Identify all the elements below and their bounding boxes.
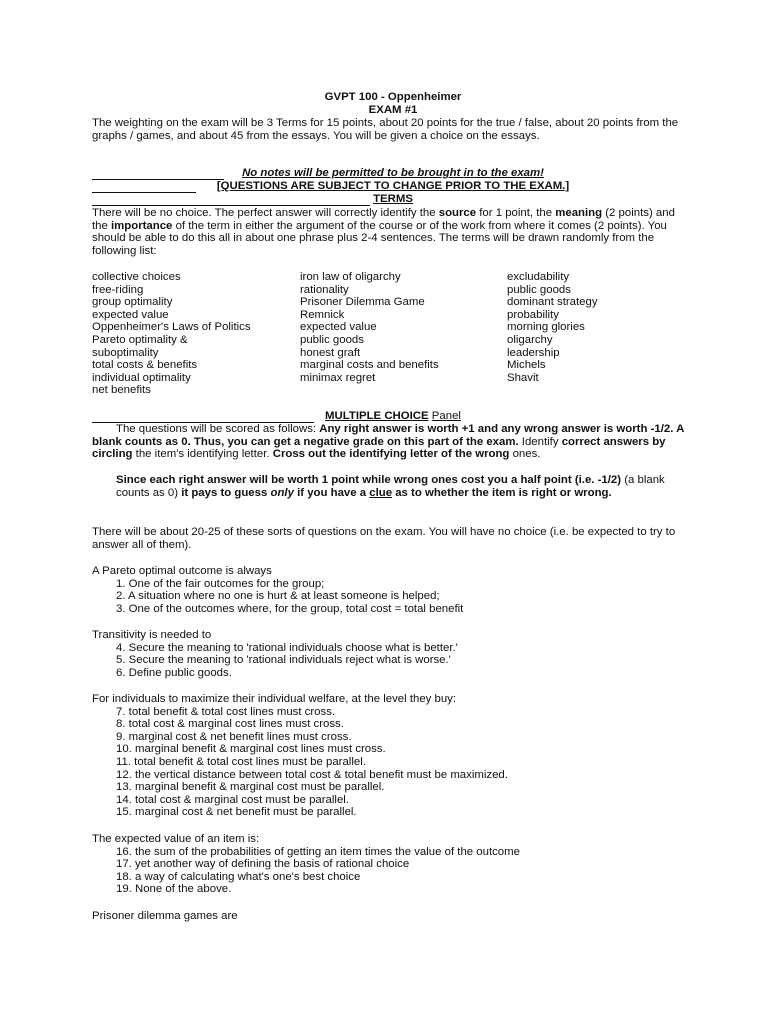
- answer-option: 3. One of the outcomes where, for the group, total cost = total benefit: [116, 602, 464, 615]
- answer-option: 13. marginal benefit & marginal cost must be parallel.: [116, 781, 385, 794]
- term-item: expected value: [300, 321, 377, 334]
- question-stem: Transitivity is needed to: [92, 629, 212, 641]
- term-item: total costs & benefits: [92, 359, 198, 372]
- no-notes-notice: No notes will be permitted to be brought in to the exam!: [242, 167, 544, 179]
- answer-option: 5. Secure the meaning to 'rational individuals reject what is worse.': [116, 654, 451, 667]
- scoring-paragraph: The questions will be scored as follows: Any right answer is worth +1 and any wrong answer is worth -1/2. A blank counts as 0. Thus, you can get a negative grade on this part of the exam. Identify correct answers by circling the item's identifying letter. Cross out the identifying letter of the wrong ones.: [92, 423, 684, 461]
- answer-option: 12. the vertical distance between total cost & total benefit must be maximized.: [116, 768, 508, 781]
- answer-option: 14. total cost & marginal cost must be parallel.: [116, 793, 349, 806]
- term-item: Pareto optimality &: [92, 333, 188, 346]
- term-item: public goods: [507, 283, 571, 296]
- term-item: leadership: [507, 346, 560, 359]
- term-item: Shavit: [507, 371, 539, 384]
- question-stem: The expected value of an item is:: [92, 833, 260, 845]
- answer-option: 19. None of the above.: [116, 883, 232, 896]
- course-title: GVPT 100 - Oppenheimer: [324, 91, 462, 103]
- guessing-paragraph: Since each right answer will be worth 1 point while wrong ones cost you a half point (i.e. -1/2) (a blank counts as 0) it pays to guess only if you have a clue as to whether the item is right or wrong.: [116, 474, 665, 499]
- terms-column-2: [300, 271, 439, 384]
- term-item: net benefits: [92, 384, 151, 397]
- term-item: Michels: [507, 359, 546, 372]
- subject-to-change-notice: [QUESTIONS ARE SUBJECT TO CHANGE PRIOR TO THE EXAM.]: [216, 180, 570, 192]
- question-stem: Prisoner dilemma games are: [92, 910, 238, 922]
- terms-heading: TERMS: [373, 193, 413, 205]
- term-item: iron law of oligarchy: [300, 271, 401, 283]
- term-item: oligarchy: [507, 333, 553, 346]
- exam-title: EXAM #1: [368, 104, 418, 116]
- answer-option: 8. total cost & marginal cost lines must cross.: [116, 718, 344, 731]
- question-block: [92, 565, 694, 615]
- question-block: [92, 693, 694, 819]
- term-item: excludability: [507, 271, 570, 283]
- term-item: collective choices: [92, 271, 181, 283]
- answer-option: 18. a way of calculating what's one's best choice: [116, 870, 361, 883]
- question-stem: A Pareto optimal outcome is always: [92, 565, 272, 577]
- term-item: morning glories: [507, 321, 585, 334]
- answer-option: 4. Secure the meaning to 'rational individuals choose what is better.': [116, 641, 458, 654]
- question-count-paragraph: There will be about 20-25 of these sorts of questions on the exam. You will have no choice (i.e. be expected to try to answer all of them).: [92, 526, 676, 551]
- answer-option: 11. total benefit & total cost lines must be parallel.: [116, 755, 366, 768]
- answer-option: 17. yet another way of defining the basis of rational choice: [116, 858, 410, 871]
- term-item: marginal costs and benefits: [300, 359, 439, 372]
- term-item: expected value: [92, 308, 169, 321]
- question-block: [92, 910, 694, 923]
- intro-paragraph: The weighting on the exam will be 3 Terms for 15 points, about 20 points for the true / false, about 20 points from the graphs / games, and about 45 from the essays. You will be given a choice on the essays.: [92, 117, 679, 142]
- answer-option: 16. the sum of the probabilities of getting an item times the value of the outcome: [116, 845, 520, 858]
- question-block: [92, 833, 694, 896]
- term-item: Prisoner Dilemma Game: [300, 296, 425, 309]
- answer-option: 15. marginal cost & net benefit must be parallel.: [116, 806, 357, 819]
- term-item: group optimality: [92, 296, 173, 309]
- term-item: dominant strategy: [507, 296, 598, 309]
- term-item: rationality: [300, 283, 349, 296]
- term-item: suboptimality: [92, 346, 159, 359]
- answer-option: 9. marginal cost & net benefit lines must cross.: [116, 730, 352, 743]
- term-item: Remnick: [300, 308, 345, 321]
- multiple-choice-heading: MULTIPLE CHOICE Panel: [325, 410, 461, 422]
- terms-paragraph: There will be no choice. The perfect answer will correctly identify the source for 1 point, the meaning (2 points) and the importance of the term in either the argument of the course or of the work from where it comes (2 points). You should be able to do this all in about one phrase plus 2-4 sentences. The terms will be drawn randomly from the following list:: [92, 207, 675, 257]
- terms-column-1: [92, 271, 251, 397]
- term-item: free-riding: [92, 283, 144, 296]
- term-item: minimax regret: [300, 371, 376, 384]
- answer-option: 1. One of the fair outcomes for the group;: [116, 577, 325, 590]
- answer-option: 7. total benefit & total cost lines must cross.: [116, 705, 336, 718]
- question-stem: For individuals to maximize their individual welfare, at the level they buy:: [92, 693, 457, 705]
- answer-option: 10. marginal benefit & marginal cost lines must cross.: [116, 743, 386, 756]
- terms-column-3: [507, 271, 598, 384]
- question-block: [92, 629, 694, 679]
- term-item: Oppenheimer's Laws of Politics: [92, 321, 251, 334]
- answer-option: 2. A situation where no one is hurt & at least someone is helped;: [116, 590, 440, 603]
- term-item: public goods: [300, 333, 364, 346]
- term-item: individual optimality: [92, 371, 191, 384]
- term-item: honest graft: [300, 346, 361, 359]
- term-item: probability: [507, 308, 559, 321]
- answer-option: 6. Define public goods.: [116, 666, 232, 679]
